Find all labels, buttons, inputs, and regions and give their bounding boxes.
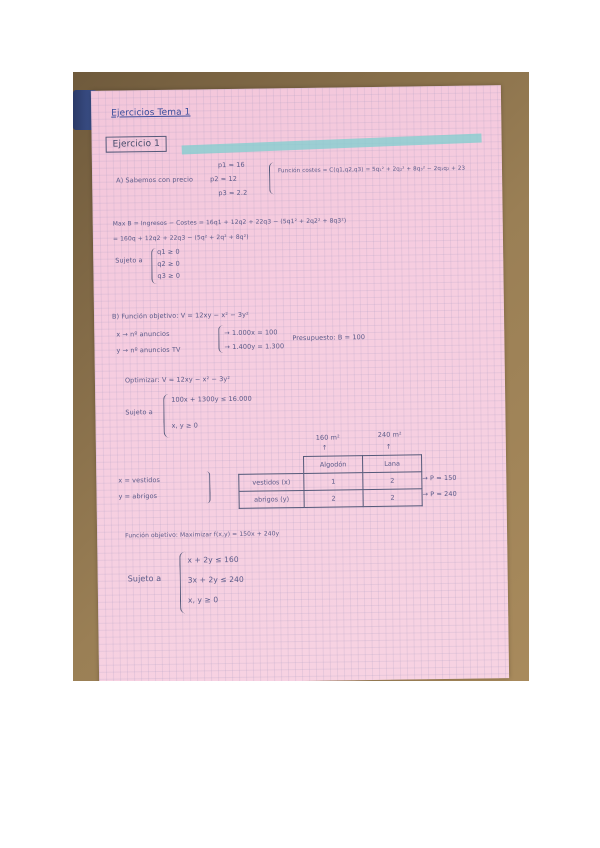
brace [206,471,210,503]
section-b-lead: B) Función objetivo: V = 12xy − x² − 3y² [111,310,249,321]
photo-frame [73,72,529,681]
table-cell: 2 [304,490,363,508]
section-a-expanded-line: = 160q + 12q2 + 22q3 − (5q² + 2q² + 8q²) [112,233,249,243]
section-c-output-2: → P = 240 [422,489,457,499]
brace [218,325,223,353]
section-c-output-1: → P = 150 [422,473,457,483]
brace [179,552,186,614]
table-corner [239,456,304,474]
section-a-constraint-2: q2 ≥ 0 [157,259,180,268]
section-a-constraint-3: q3 ≥ 0 [157,271,181,280]
section-b-constraint-1: 100x + 1300y ≤ 16.000 [171,394,252,404]
section-a-constraint-1: q1 ≥ 0 [157,247,180,256]
section-c-constraint-3: x, y ≥ 0 [187,595,219,605]
section-b-y-def: y → nº anuncios TV [116,345,181,355]
section-c-constraint-2: 3x + 2y ≤ 240 [187,574,244,585]
section-b-row-2: → 1.400y = 1.300 [224,342,285,352]
section-a-cost-function: Función costes = C(q1,q2,q3) = 5q₁² + 2q₂² + 8q₃² − 2q₁q₂ + 23 [277,165,466,175]
table-row-label: abrigos (y) [239,490,304,508]
table-cell: 2 [363,472,422,490]
section-a-lead: A) Sabemos con precio [116,175,194,185]
section-b-subject-to: Sujeto a [125,408,153,417]
exercise-label: Ejercicio 1 [106,136,168,153]
section-c-limit-wool: 240 m² [377,430,402,439]
section-a-subject-to: Sujeto a [115,256,143,265]
grid-paper-sheet [91,85,509,681]
section-a-p1: p1 = 16 [217,160,245,170]
section-c-x-def: x = vestidos [118,475,161,485]
table-cell: 1 [304,473,363,491]
section-c-limit-cotton: 160 m² [315,433,340,442]
section-c-y-def: y = abrigos [118,492,158,501]
table-header-wool: Lana [362,455,421,473]
section-b-x-def: x → nº anuncios [116,329,170,339]
section-c-objective: Función objetivo: Maximizar f(x,y) = 150x + 240y [125,530,280,540]
brace [269,162,274,194]
section-b-optimize: Optimizar: V = 12xy − x² − 3y² [124,374,231,385]
section-b-constraint-2: x, y ≥ 0 [171,421,198,430]
table-header-cotton: Algodón [304,456,363,474]
brace [151,248,157,284]
section-a-p2: p2 = 12 [210,174,237,184]
table-cell: 2 [363,489,422,507]
resource-table [238,454,423,509]
section-a-max-line: Max B = Ingresos − Costes = 16q1 + 12q2 + 22q3 − (5q1² + 2q2² + 8q3²) [112,217,347,228]
section-c-subject-to: Sujeto a [127,573,162,584]
section-b-budget: Presupuesto: B = 100 [292,333,366,343]
highlight-stroke [182,134,482,155]
section-a-p3: p3 = 2.2 [218,188,248,198]
brace [163,394,170,438]
section-c-constraint-1: x + 2y ≤ 160 [187,554,239,565]
table-row-label: vestidos (x) [239,473,304,491]
arrow-up-icon: ↑ [385,442,392,451]
section-b-row-1: → 1.000x = 100 [224,328,278,338]
page-title: Ejercicios Tema 1 [111,107,191,119]
arrow-up-icon: ↑ [321,443,328,452]
table-row [239,489,422,509]
